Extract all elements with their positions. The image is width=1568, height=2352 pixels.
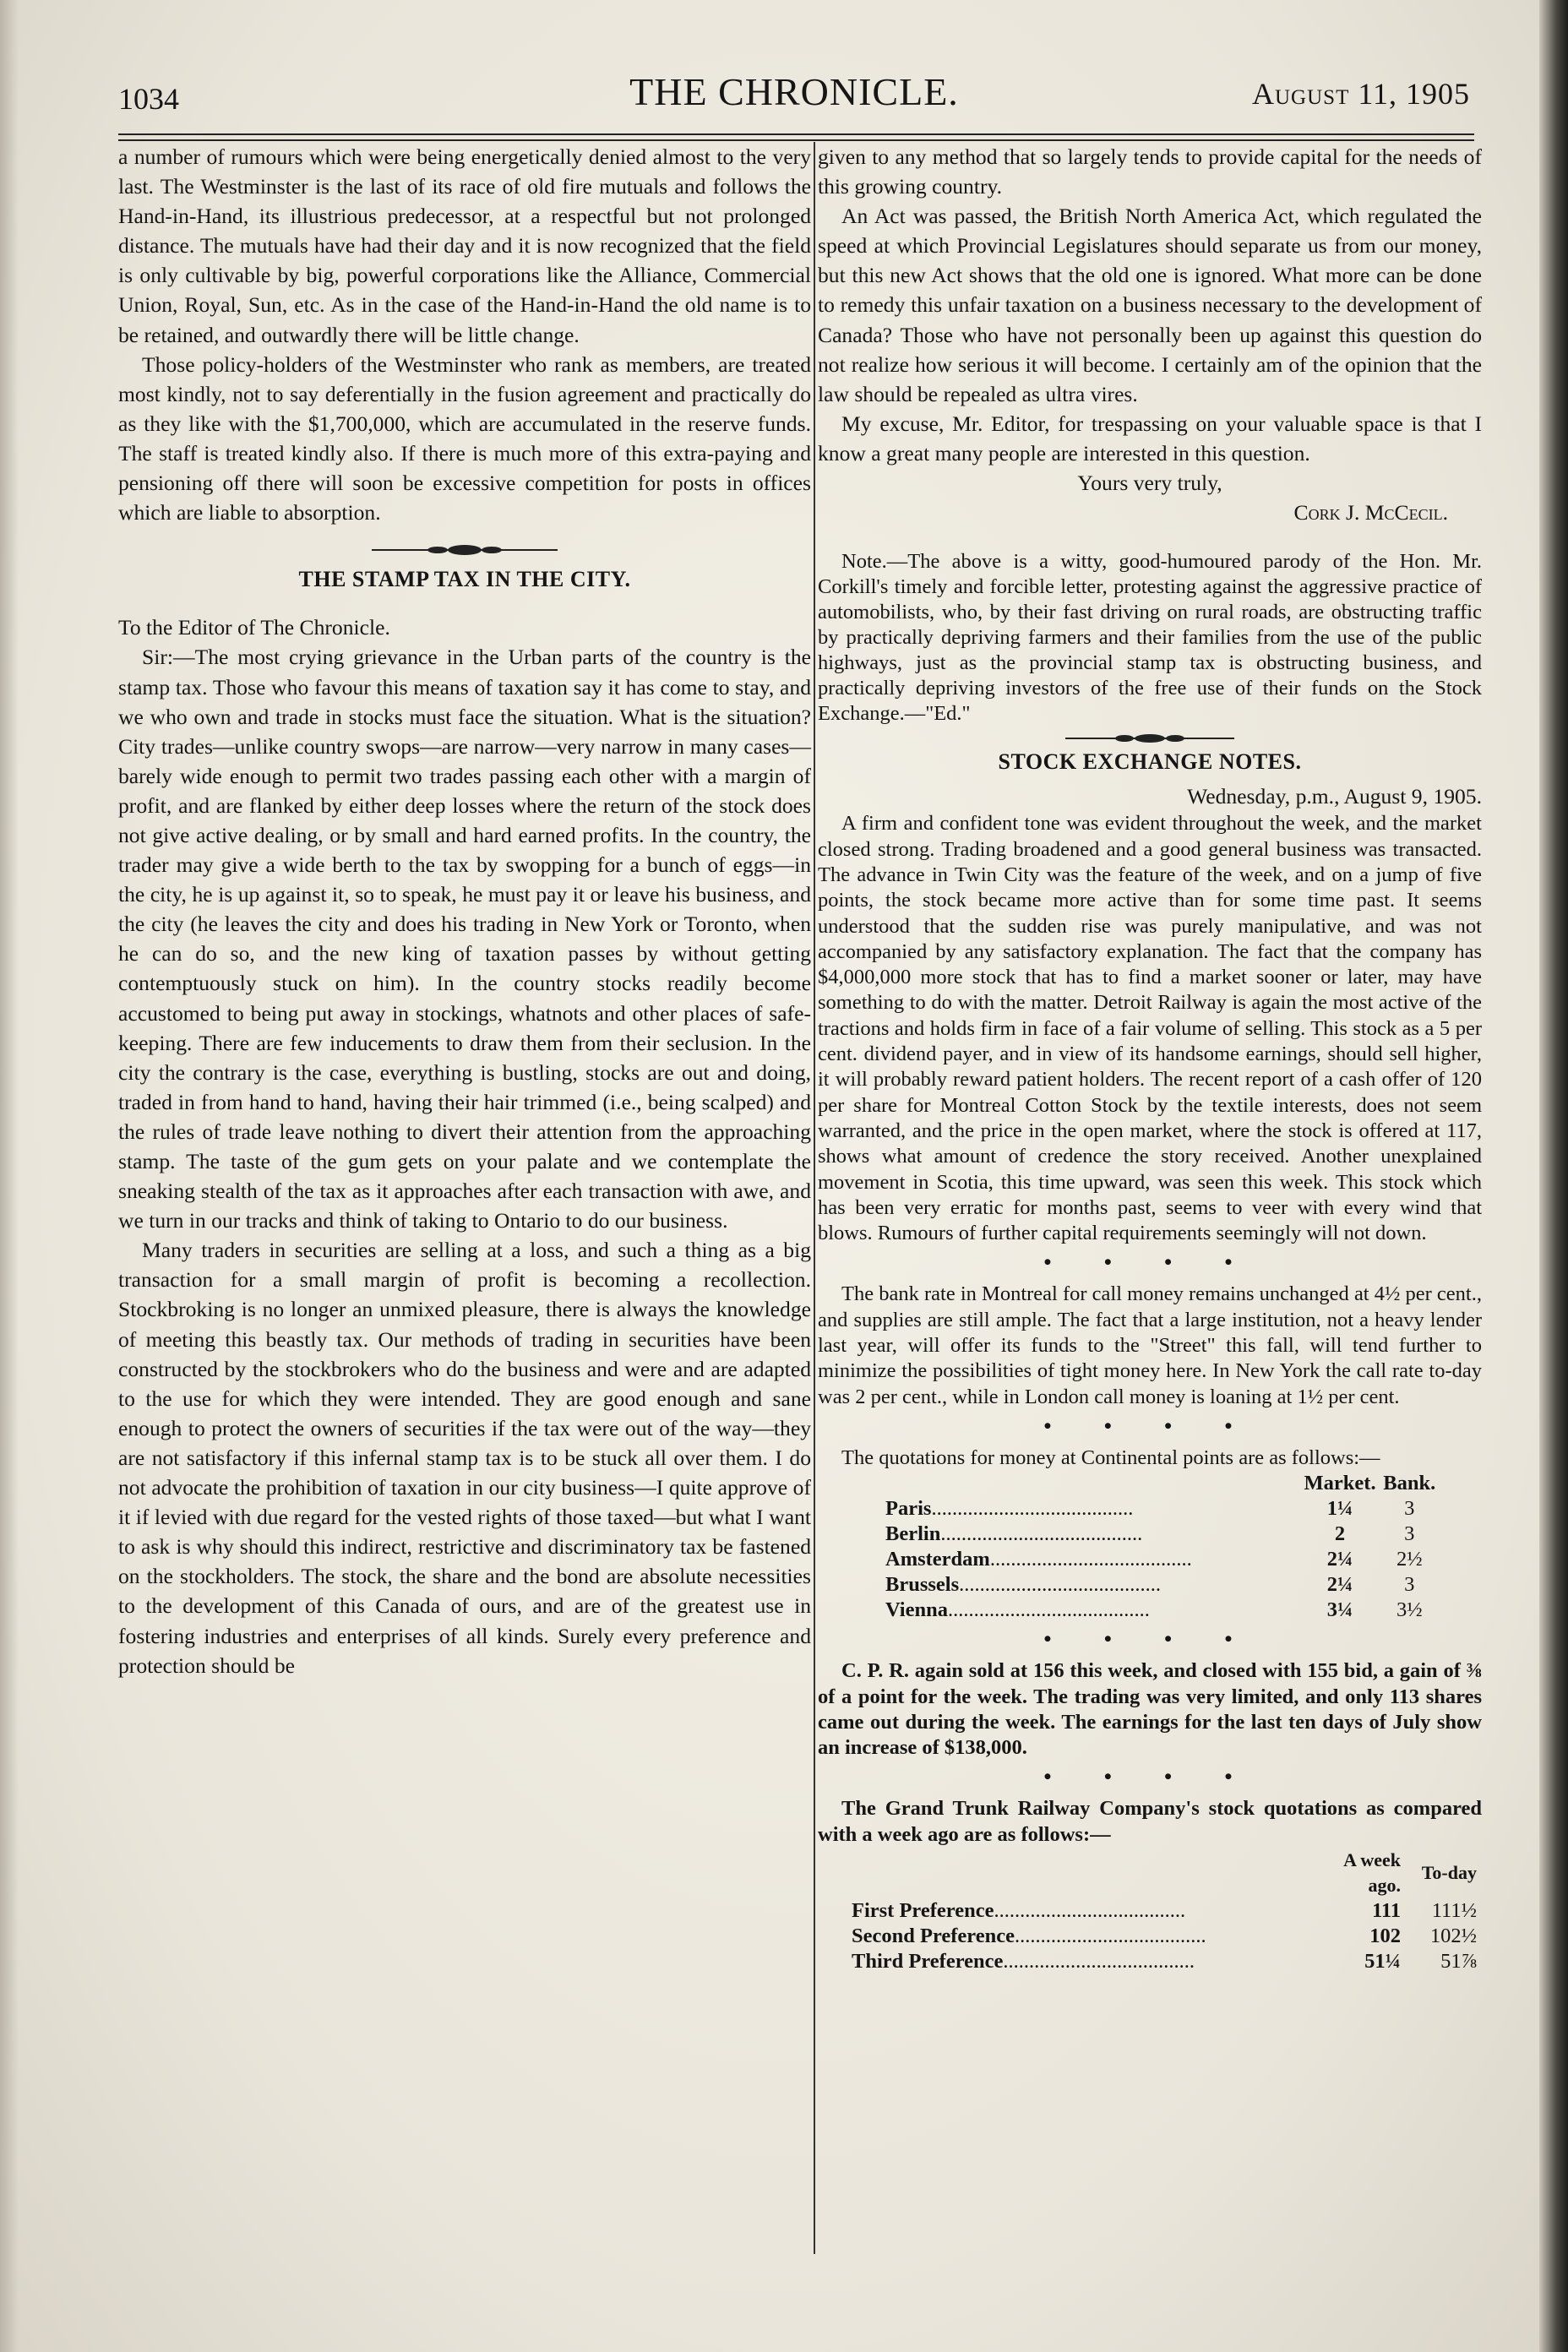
rate-city: Vienna....................................... [885, 1598, 1150, 1622]
separator-stars: • • • • [1043, 1250, 1256, 1275]
section-ornament [118, 544, 811, 556]
stock-today: 102½ [1429, 1925, 1477, 1948]
stock-week-ago: 51¼ [1364, 1950, 1401, 1974]
page-left-edge [0, 0, 19, 2352]
paragraph: a number of rumours which were being energetically denied almost to the very last. The Westminster is the last of its race of old fire mutuals and follows the Hand-in-Hand, its illustrious predecessor, at a respectful but not prolonged distance. The mutuals have had their day and it is now recognized that the field is only cultivable by big, powerful corporations like the Alliance, Commercial Union, Royal, Sun, etc. As in the case of the Hand-in-Hand the old name is to be retained, and outwardly there will be little change. [118, 144, 811, 347]
rate-market: 2¼ [1326, 1548, 1353, 1571]
paragraph: Sir:—The most crying grievance in the Urban parts of the country is the stamp tax. Those who favour this means of taxation say it has come to stay, and we who own and trade in stocks must face the situation. What is the situation? City trades—unlike country swops—are narrow—very narrow in many cases—barely wide enough to permit two trades passing each other with a margin of profit, and are flanked by either deep losses where the return of the stock does not give active dealing, or by small and hard earned profits. In the country, the trader may give a wide berth to the tax by swopping for a bunch of eggs—in the city, he is up against it, so to speak, he must pay it or leave his business, and the city (he leaves the city and does his trading in New York or Toronto, when he can do so, and the new king of taxation passes by without getting contemptuously stuck on him). In the country stocks readily become accustomed to being put away in stockings, whatnots and other places of safe-keeping. There are few inducements to draw them from their seclusion. In the city the contrary is the case, everything is bustling, stocks are out and doing, traded in from hand to hand, having their hair trimmed (i.e., being scalped) and the rules of trade leave nothing to divert their attention from the approaching stamp. The taste of the gum gets on your palate and we contemplate the sneaking stealth of the tax as it approaches after each transaction with awe, and we turn in our tracks and think of taking to Ontario to do our business. [118, 645, 811, 1233]
article-heading: STOCK EXCHANGE NOTES. [998, 749, 1302, 775]
stock-today: 51⅞ [1440, 1950, 1477, 1974]
table-row [885, 1522, 1443, 1547]
table-row [852, 1898, 1477, 1924]
stock-week-ago: 111 [1371, 1899, 1401, 1923]
paragraph: The Grand Trunk Railway Company's stock quotations as compared with a week ago are as follows:— [818, 1797, 1482, 1846]
paragraph: given to any method that so largely tends to provide capital for the needs of this growing country. [818, 144, 1482, 199]
stock-name: Third Preference..................................... [852, 1950, 1195, 1974]
separator-stars: • • • • [1043, 1413, 1256, 1438]
exchange-notes [818, 811, 1482, 1974]
right-column [818, 142, 1482, 1974]
article-heading: THE STAMP TAX IN THE CITY. [298, 567, 631, 592]
masthead-title: THE CHRONICLE. [629, 70, 959, 113]
paragraph: The bank rate in Montreal for call money remains unchanged at 4½ per cent., and supplies are still ample. The fact that a large institution, not a heavy lender last year, will offer its funds to the "Street" this fall, will tend further to minimize the possibilities of tight money here. In New York the call rate to-day was 2 per cent., while in London call money is loaning at 1½ per cent. [818, 1282, 1482, 1408]
rate-city: Paris....................................... [885, 1497, 1134, 1521]
paragraph: A firm and confident tone was evident throughout the week, and the market closed strong. Trading broadened and a good general business was transacted. The advance in Twin City was the feature of the week, and on a jump of five points, the stock became more active than for some time past. It seems understood that the sudden rise was purely manipulative, and was not accompanied by any satisfactory explanation. The fact that the company has $4,000,000 more stock that has to find a market sooner or later, may have something to do with the matter. Detroit Railway is again the most active of the tractions and holds firm in face of a fair volume of selling. This stock as a 5 per cent. dividend payer, and in view of its handsome earnings, should sell higher, it will probably reward patient holders. The recent report of a cash offer of 120 per share for Montreal Cotton Stock by the textile interests, does not seem warranted, and the price in the open market, where the stock is offered at 117, shows what amount of credence the story received. Another unexplained movement in Scotia, this time upward, was seen this week. This stock which has been very erratic for months past, seems to veer with every wind that blows. Rumours of further capital requirements seemingly will not down. [818, 812, 1482, 1245]
note-text: Note.—The above is a witty, good-humoured parody of the Hon. Mr. Corkill's timely and forcible letter, protesting against the aggressive practice of automobilists, who, by their fast driving on rural roads, are obstructing traffic by practically depriving farmers and their families from the use of the public highways, just as the provincial stamp tax is obstructing business, and practically depriving investors of the free use of their funds on the Stock Exchange.—"Ed." [818, 550, 1482, 726]
stock-week-ago: 102 [1369, 1925, 1401, 1948]
salutation: To the Editor of The Chronicle. [118, 615, 390, 640]
rate-market: 2 [1334, 1522, 1346, 1546]
table-row [885, 1547, 1443, 1572]
column-header-week-ago: A week ago. [1343, 1849, 1401, 1897]
editor-note [818, 549, 1482, 727]
page-header [118, 69, 1470, 120]
column-header-today: To-day [1421, 1862, 1477, 1884]
column-divider [814, 142, 815, 2254]
table-row [852, 1924, 1477, 1949]
signature: Cork J. McCecil. [1293, 500, 1448, 525]
rate-market: 1¼ [1326, 1497, 1353, 1521]
table-row [852, 1949, 1477, 1974]
rate-bank: 3 [1404, 1522, 1415, 1546]
rate-city: Berlin....................................... [885, 1522, 1143, 1546]
table-header-row [885, 1471, 1443, 1496]
stock-name: First Preference..................................... [852, 1899, 1186, 1923]
table-row [885, 1598, 1443, 1623]
rate-bank: 3 [1404, 1573, 1415, 1597]
separator-stars: • • • • [1043, 1626, 1256, 1652]
rate-market: 3¼ [1326, 1598, 1353, 1622]
ornament-divider-icon [372, 544, 558, 556]
grand-trunk-quotes-table [852, 1848, 1477, 1974]
ornament-divider-icon [1065, 733, 1234, 743]
stock-today: 111½ [1431, 1899, 1477, 1923]
page-number: 1034 [118, 82, 179, 116]
paragraph: The quotations for money at Continental points are as follows:— [841, 1446, 1380, 1469]
book-spine-shadow [1539, 0, 1568, 2352]
issue-date: August 11, 1905 [1252, 77, 1470, 111]
table-row [885, 1572, 1443, 1598]
rate-market: 2¼ [1326, 1573, 1353, 1597]
continental-rates-table [885, 1471, 1443, 1623]
rate-bank: 2½ [1396, 1548, 1423, 1571]
rate-city: Brussels....................................... [885, 1573, 1162, 1597]
left-column [118, 142, 811, 1680]
table-row [885, 1496, 1443, 1522]
closing: Yours very truly, [1077, 471, 1222, 496]
paragraph: Those policy-holders of the Westminster who rank as members, are treated most kindly, not to say deferentially in the fusion agreement and practically do as they like with the $1,700,000, which are accumulated in the reserve funds. The staff is treated kindly also. If there is much more of this extra-paying and pensioning off there will soon be excessive competition for posts in offices which are liable to absorption. [118, 351, 811, 525]
rate-bank: 3 [1404, 1497, 1415, 1521]
rate-city: Amsterdam....................................... [885, 1548, 1192, 1571]
paragraph: Many traders in securities are selling at a loss, and such a thing as a big transaction for a small margin of profit is becoming a recollection. Stockbroking is no longer an unmixed pleasure, there is always the knowledge of meeting this beastly tax. Our methods of trading in securities have been constructed by the stockbrokers who do the business and were and are adapted to the use for which they were intended. They are good enough and sane enough to protect the owners of securities if the tax were out of the way—they are not satisfactory if this infernal stamp tax is to be stuck all over them. I do not advocate the prohibition of taxation in our city business—I quite approve of it if levied with due regard for the vested rights of those taxed—but what I want to ask is why should this indirect, restrictive and discriminatory tax be fastened on the stockholders. The stock, the share and the bond are absolute necessities to the development of this Canada of ours, and are of the greatest use in fostering industries and enterprises of all kinds. Surely every preference and protection should be [118, 1238, 811, 1678]
paragraph: My excuse, Mr. Editor, for trespassing on your valuable space is that I know a great many people are interested in this question. [818, 411, 1482, 466]
stock-name: Second Preference..................................... [852, 1925, 1206, 1948]
column-header-market: Market. [1304, 1472, 1376, 1495]
section-ornament [818, 733, 1482, 743]
paragraph: An Act was passed, the British North America Act, which regulated the speed at which Provincial Legislatures should separate us from our money, but this new Act shows that the old one is ignored. What more can be done to remedy this unfair taxation on a business necessary to the development of Canada? Those who have not personally been up against this question do not realize how serious it will become. I certainly am of the opinion that the law should be repealed as ultra vires. [818, 204, 1482, 406]
separator-stars: • • • • [1043, 1764, 1256, 1789]
rate-bank: 3½ [1396, 1598, 1423, 1622]
header-rule [118, 133, 1474, 141]
dateline: Wednesday, p.m., August 9, 1905. [1187, 784, 1482, 809]
table-header-row [852, 1848, 1477, 1898]
paragraph: C. P. R. again sold at 156 this week, and closed with 155 bid, a gain of ⅜ of a point for the week. The trading was very limited, and only 113 shares came out during the week. The earnings for the last ten days of July show an increase of $138,000. [818, 1659, 1482, 1760]
column-header-bank: Bank. [1383, 1472, 1436, 1495]
